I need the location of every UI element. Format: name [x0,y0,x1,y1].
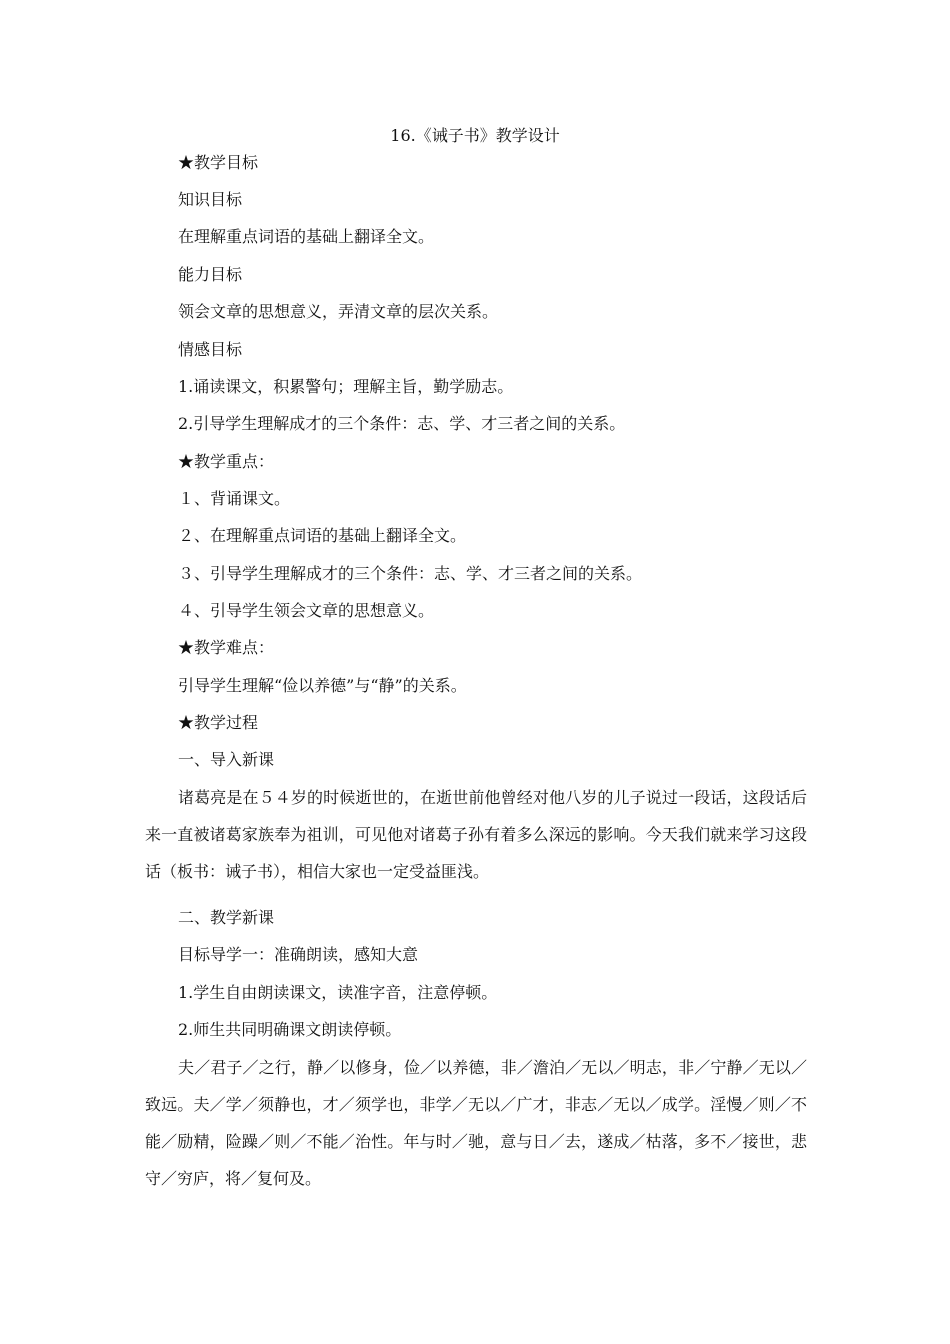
emotion-objective-item-1: 1.诵读课文，积累警句；理解主旨，勤学励志。 [178,377,514,396]
subheading-ability-objective: 能力目标 [178,265,243,284]
step-item-2: 2.师生共同明确课文朗读停顿。 [178,1020,402,1039]
section-new-lesson: 二、教学新课 [178,908,275,927]
key-point-item-2: ２、在理解重点词语的基础上翻译全文。 [178,526,467,545]
step-item-1: 1.学生自由朗读课文，读准字音，注意停顿。 [178,983,498,1002]
reading-pause-paragraph: 夫／君子／之行，静／以修身，俭／以养德，非／澹泊／无以／明志，非／宁静／无以／致远。夫／学／须静也，才／须学也，非学／无以／广才，非志／无以／成学。淫慢／则／不能／励精，险躁／则／不能／治性。年与时／驰，意与日／去，遂成／枯落，多不／接世，悲守／穷庐，将／复何及。 [145,1058,807,1188]
difficult-point-text: 引导学生理解“俭以养德”与“静”的关系。 [178,676,467,695]
key-point-item-1: １、背诵课文。 [178,489,291,508]
key-point-item-3: ３、引导学生理解成才的三个条件：志、学、才三者之间的关系。 [178,564,643,583]
subheading-knowledge-objective: 知识目标 [178,190,243,209]
introduction-paragraph: 诸葛亮是在５４岁的时候逝世的，在逝世前他曾经对他八岁的儿子说过一段话，这段话后来一直被诸葛家族奉为祖训，可见他对诸葛子孙有着多么深远的影响。今天我们就来学习这段话（板书：诫子书），相信大家也一定受益匪浅。 [145,788,807,881]
section-introduction: 一、导入新课 [178,750,275,769]
goal-guide-one: 目标导学一：准确朗读，感知大意 [178,945,419,964]
ability-objective-text: 领会文章的思想意义，弄清文章的层次关系。 [178,302,499,321]
heading-key-points: ★教学重点： [178,452,275,471]
knowledge-objective-text: 在理解重点词语的基础上翻译全文。 [178,227,435,246]
subheading-emotion-objective: 情感目标 [178,340,243,359]
emotion-objective-item-2: 2.引导学生理解成才的三个条件：志、学、才三者之间的关系。 [178,414,626,433]
heading-teaching-objectives: ★教学目标 [178,153,259,172]
heading-teaching-process: ★教学过程 [178,713,259,732]
document-title: 16.《诫子书》教学设计 [390,126,560,145]
heading-difficult-points: ★教学难点： [178,638,275,657]
key-point-item-4: ４、引导学生领会文章的思想意义。 [178,601,435,620]
